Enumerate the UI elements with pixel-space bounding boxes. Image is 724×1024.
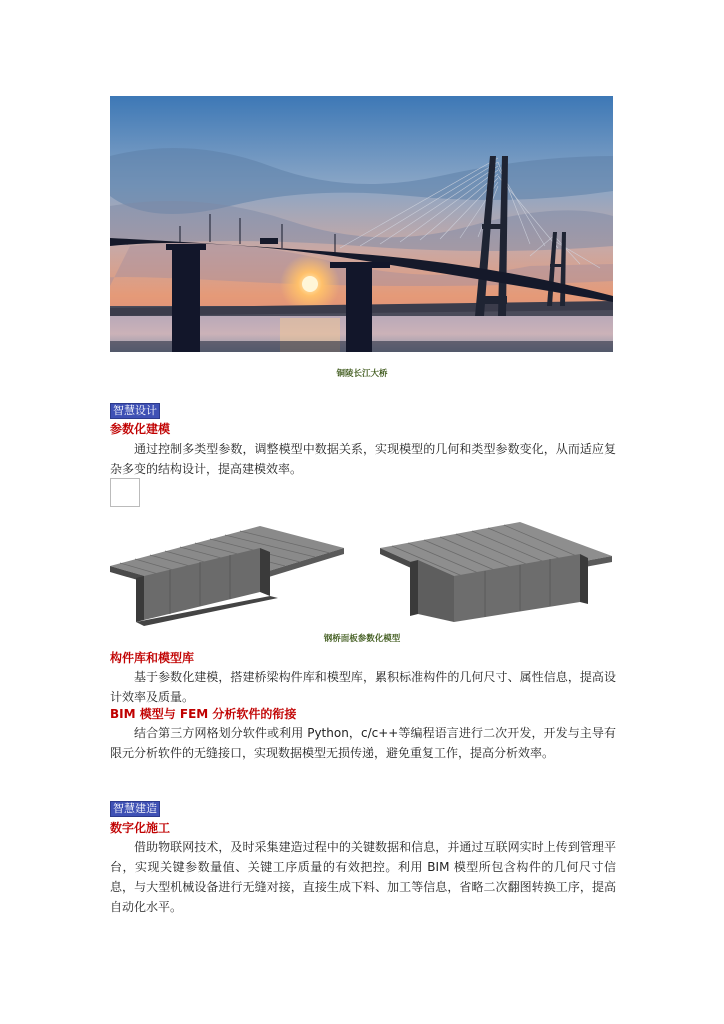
paragraph-component-library: 基于参数化建模，搭建桥梁构件库和模型库，累积标准构件的几何尺寸、属性信息，提高设计效率及质量。 [110, 670, 616, 704]
section-tag-smart-construction: 智慧建造 [110, 801, 160, 817]
image-placeholder [110, 478, 140, 507]
section-tag-smart-design: 智慧设计 [110, 403, 160, 419]
steel-deck-model-right [380, 518, 614, 628]
bridge-photo [110, 96, 613, 352]
heading-digital-construction: 数字化施工 [110, 821, 171, 835]
steel-deck-model-left [110, 518, 344, 628]
paragraph-parametric-modeling: 通过控制多类型参数，调整模型中数据关系，实现模型的几何和类型参数变化，从而适应复杂多变的结构设计，提高建模效率。 [110, 442, 616, 476]
paragraph-digital-construction: 借助物联网技术，及时采集建造过程中的关键数据和信息，并通过互联网实时上传到管理平台，实现关键参数量值、关键工序质量的有效把控。利用 BIM 模型所包含构件的几何尺寸信息，与大型机械设备进行无缝对接，直接生成下料、加工等信息，省略二次翻图转换工序，提高自动化水平。 [110, 840, 616, 914]
heading-component-library: 构件库和模型库 [110, 651, 195, 665]
figure1-caption: 铜陵长江大桥 [336, 369, 388, 379]
heading-parametric-modeling: 参数化建模 [110, 422, 171, 436]
heading-bim-fem: BIM 模型与 FEM 分析软件的衔接 [110, 707, 297, 721]
paragraph-bim-fem: 结合第三方网格划分软件或利用 Python，c/c++等编程语言进行二次开发，开发与主导有限元分析软件的无缝接口，实现数据模型无损传递，避免重复工作，提高分析效率。 [110, 726, 616, 760]
figure2-caption: 钢桥面板参数化模型 [323, 634, 401, 644]
